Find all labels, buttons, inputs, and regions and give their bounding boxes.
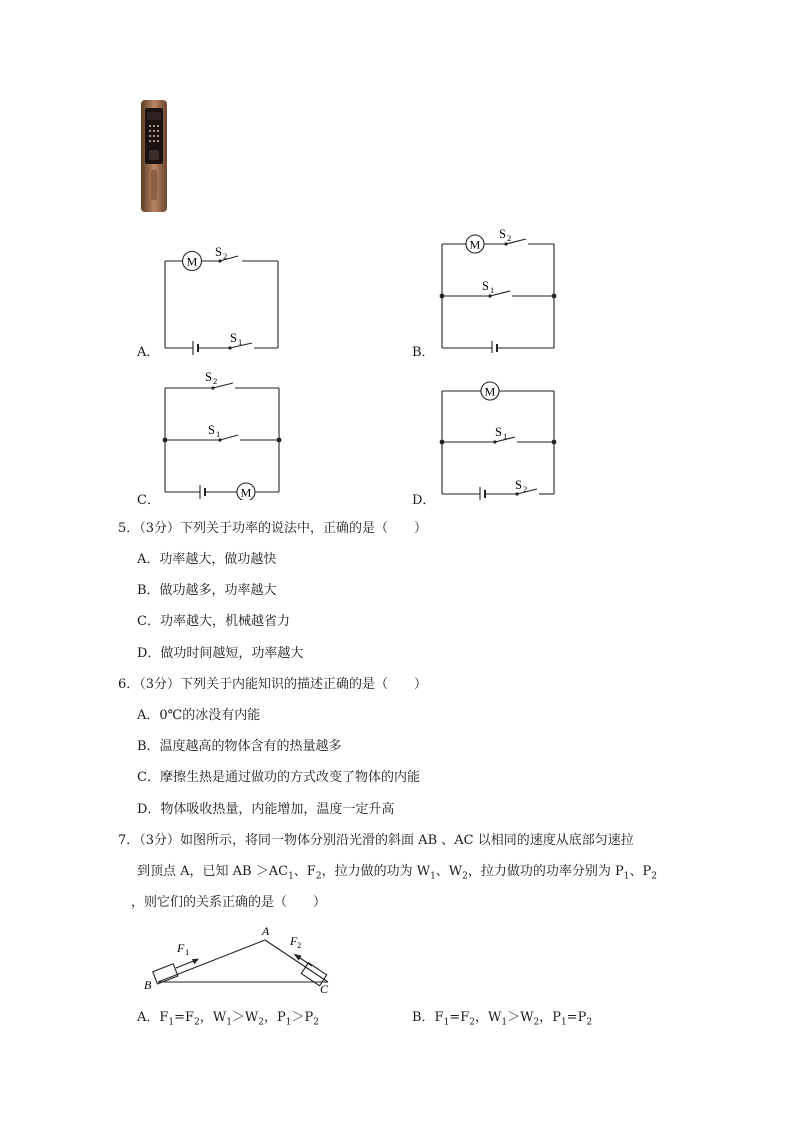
q5-stem: 5．（3分）下列关于功率的说法中，正确的是（ ） xyxy=(118,521,428,536)
switch-s1-sub: 1 xyxy=(238,337,243,347)
circuit-b xyxy=(420,228,570,353)
switch-s2-sub: 2 xyxy=(213,376,218,386)
switch-s1-label: S xyxy=(482,279,489,293)
force-f2-label: F xyxy=(290,934,298,948)
q6-stem: 6．（3分）下列关于内能知识的描述正确的是（ ） xyxy=(118,677,428,692)
q7-option-b: B．$F_1=F_2$，$W_1>W_2$，$P_1=P_2$ xyxy=(412,1010,593,1028)
option-a-label: A． xyxy=(137,345,160,360)
q7-stem-line3: ，则它们的关系正确的是（ ） xyxy=(131,895,327,910)
q7-stem-line1: 7．（3分）如图所示，将同一物体分别沿光滑的斜面 AB 、AC 以相同的速度从底部匀速拉 xyxy=(118,833,634,848)
motor-c-label: M xyxy=(240,485,252,500)
door-lock-photo xyxy=(139,100,169,212)
motor-d-label: M xyxy=(484,384,496,399)
motor-a-label: M xyxy=(186,254,198,269)
point-b-label: B xyxy=(144,978,152,992)
switch-s1-sub: 1 xyxy=(503,431,508,441)
option-c-label: C． xyxy=(137,493,160,508)
q5-option-a: A．功率越大，做功越快 xyxy=(137,552,277,567)
q7-stem-line2: 到顶点 A，已知 AB $>AC_1$、$F_2$，拉力做的功为 $W_1$、$W_2$，拉力做功的功率分别为 $P_1$、$P_2$ xyxy=(137,864,658,882)
switch-s2-label: S xyxy=(215,245,222,259)
switch-s2-sub: 2 xyxy=(523,484,528,494)
force-f1-label: F xyxy=(177,941,185,955)
force-f1-sub: 1 xyxy=(185,947,190,957)
incline-diagram xyxy=(140,920,340,995)
circuit-d xyxy=(425,378,570,500)
q6-option-c: C．摩擦生热是通过做功的方式改变了物体的内能 xyxy=(137,770,420,785)
point-a-label: A xyxy=(262,924,270,938)
q5-option-d: D．做功时间越短，功率越大 xyxy=(137,646,304,661)
switch-s2-label: S xyxy=(499,228,506,241)
q6-option-b: B．温度越高的物体含有的热量越多 xyxy=(137,739,342,754)
q7-option-a: A．$F_1=F_2$，$W_1>W_2$，$P_1>P_2$ xyxy=(137,1010,319,1028)
q6-option-d: D．物体吸收热量，内能增加，温度一定升高 xyxy=(137,802,395,817)
switch-s2-label: S xyxy=(205,370,212,384)
circuit-c xyxy=(150,368,290,500)
q6-option-a: A．0℃的冰没有内能 xyxy=(137,708,261,723)
force-f2-sub: 2 xyxy=(297,940,302,950)
incline-figure xyxy=(140,920,340,995)
point-c-label: C xyxy=(320,982,329,995)
switch-s1-label: S xyxy=(208,423,215,437)
circuit-d-diagram xyxy=(425,378,570,500)
switch-s1-label: S xyxy=(495,425,502,439)
switch-s2-label: S xyxy=(515,478,522,492)
switch-s1-label: S xyxy=(230,331,237,345)
switch-s1-sub: 1 xyxy=(216,429,221,439)
switch-s2-sub: 2 xyxy=(223,251,228,261)
option-d-label: D． xyxy=(412,493,436,508)
option-b-label: B． xyxy=(412,345,435,360)
switch-s1-sub: 1 xyxy=(490,285,495,295)
q5-option-c: C．功率越大，机械越省力 xyxy=(137,614,290,629)
switch-s2-sub: 2 xyxy=(507,233,512,243)
block-ab xyxy=(153,964,178,984)
circuit-b-diagram xyxy=(420,228,570,353)
q5-option-b: B．做功越多，功率越大 xyxy=(137,583,277,598)
motor-b-label: M xyxy=(469,237,481,252)
circuit-c-diagram xyxy=(150,368,290,500)
